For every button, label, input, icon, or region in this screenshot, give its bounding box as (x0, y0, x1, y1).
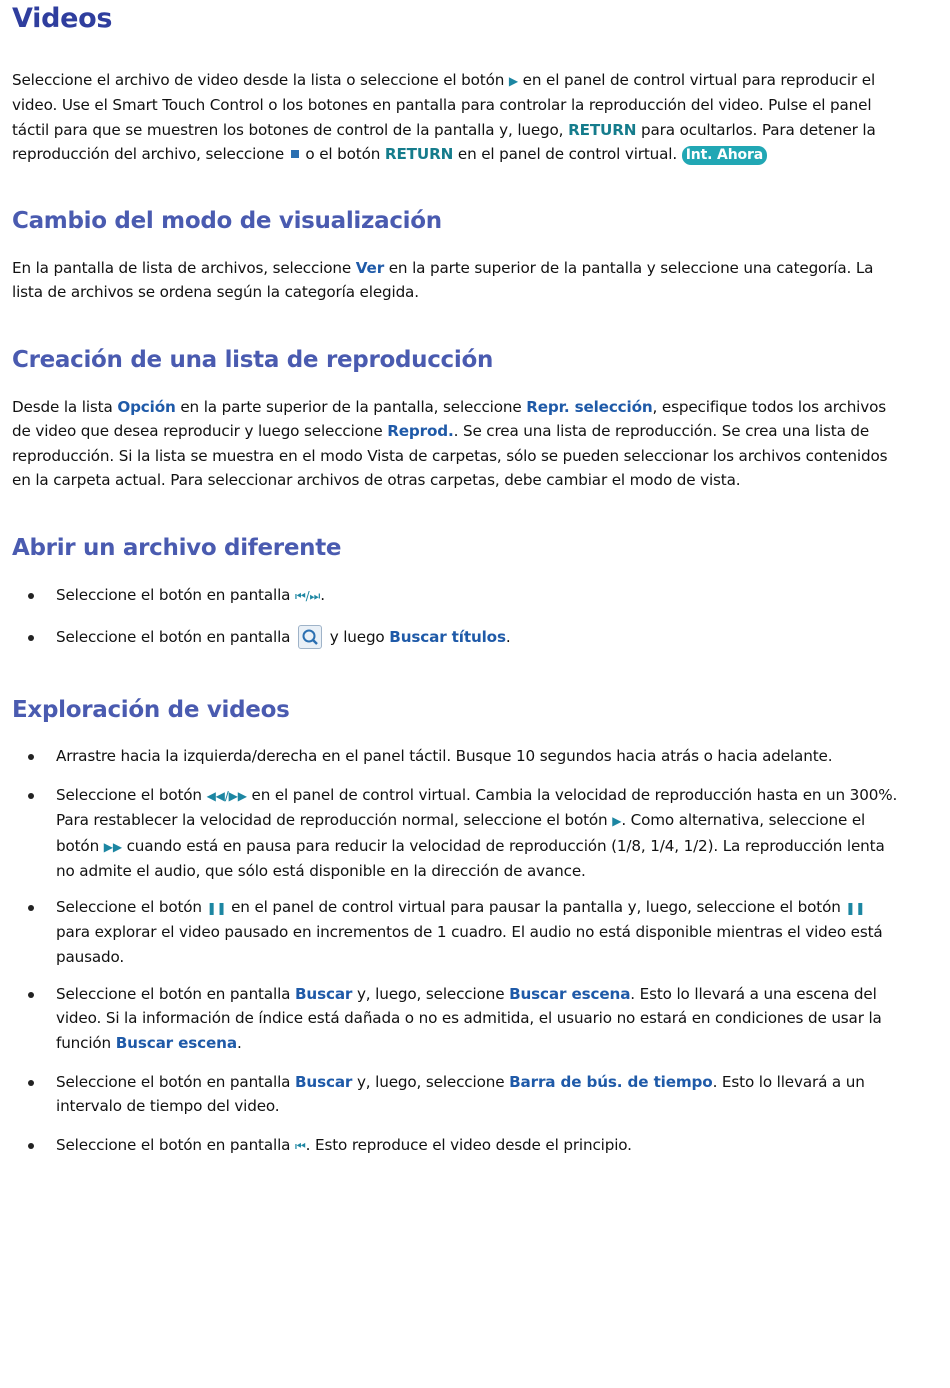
view-mode-text-2: en la parte superior de la pantalla y seleccione una categoría. La lista de archivos se ordena según la categoría elegida. (12, 259, 874, 302)
intro-text-2: en el panel de control virtual para reproducir el video. Use el Smart Touch Control o los botones en pantalla para controlar la reproducción del video. Pulse el panel táctil para que se muestren los botones de control de la pantalla y, luego, (12, 71, 876, 139)
list-item-text: . Esto reproduce el video desde el principio. (305, 1136, 632, 1154)
list-item (12, 783, 898, 883)
playlist-paragraph (12, 395, 900, 492)
buscar-escena-keyword: Buscar escena (115, 1033, 237, 1052)
list-item (12, 583, 898, 608)
return-keyword: RETURN (384, 144, 454, 163)
playlist-text-2: en la parte superior de la pantalla, seleccione (180, 398, 522, 416)
play-icon: ▶ (508, 74, 518, 88)
stop-icon (291, 150, 299, 158)
list-item-text: y luego (329, 628, 385, 646)
list-item-text: . Esto lo llevará a una escena del video. Si la información de índice está dañada o no es admitida, el usuario no estará en condiciones de usar la función (56, 985, 882, 1052)
list-item-text: cuando está en pausa para reducir la velocidad de reproducción (1/8, 1/4, 1/2). La reproducción lenta no admite el audio, que sólo está disponible en la dirección de avance. (56, 836, 885, 880)
list-item-text: . Como alternativa, seleccione el botón (56, 811, 866, 855)
playlist-text-4: . Se crea una lista de reproducción. Se crea una lista de reproducción. Si la lista se muestra en el modo Vista de carpetas, sólo se pueden seleccionar los archivos contenidos en la carpeta actual. Para seleccionar archivos de otras carpetas, debe cambiar el modo de vista. (12, 422, 888, 489)
return-keyword: RETURN (568, 120, 637, 139)
list-item-text: . (320, 586, 325, 604)
list-item-text: Seleccione el botón (56, 898, 202, 916)
buscar-keyword: Buscar (295, 985, 353, 1003)
list-item-text: y, luego, seleccione (356, 985, 505, 1003)
reprod-keyword: Reprod. (387, 422, 454, 441)
list-item-text: para explorar el video pausado en incrementos de 1 cuadro. El audio no está disponible mientras el video está pausado. (56, 923, 883, 966)
pause-icon: ❚❚ (845, 901, 866, 915)
section-heading-playlist: Creación de una lista de reproducción (12, 347, 494, 373)
repr-seleccion-keyword: Repr. selección (526, 398, 653, 416)
list-item-text: Seleccione el botón (56, 786, 202, 804)
intro-paragraph (12, 68, 900, 166)
fast-forward-icon: ▶▶ (103, 839, 122, 854)
ver-keyword: Ver (355, 259, 385, 277)
list-item-text: y, luego, seleccione (356, 1073, 505, 1091)
skip-prev-next-icon: ⏮/⏭ (295, 589, 321, 603)
page-title: Videos (12, 3, 113, 34)
rewind-ff-icon: ◀◀/▶▶ (206, 789, 247, 803)
list-item-text: en el panel de control virtual. Cambia la velocidad de reproducción hasta en un 300%. Para restablecer la velocidad de reproducción normal, seleccione el botón (56, 786, 898, 830)
bullet-dot (28, 1080, 34, 1086)
skip-prev-icon: ⏮ (295, 1139, 306, 1153)
playlist-text-1: Desde la lista (12, 398, 113, 416)
list-item-text: Seleccione el botón en pantalla (56, 586, 291, 604)
bullet-dot (28, 1143, 34, 1149)
list-item-text: Seleccione el botón en pantalla (56, 628, 291, 646)
pause-icon: ❚❚ (206, 901, 227, 915)
section-heading-view-mode: Cambio del modo de visualización (12, 208, 442, 234)
intro-text-5: en el panel de control virtual. (457, 144, 678, 163)
bullet-dot (28, 793, 34, 799)
intro-text-3: para ocultarlos. Para detener la reproducción del archivo, seleccione (12, 120, 876, 163)
section-heading-explore: Exploración de videos (12, 697, 290, 723)
list-item (12, 1133, 898, 1158)
list-item (12, 1070, 898, 1119)
list-item-text: . (505, 628, 511, 646)
list-item (12, 895, 898, 969)
view-mode-paragraph (12, 256, 900, 305)
play-icon: ▶ (612, 814, 622, 829)
intro-text-1: Seleccione el archivo de video desde la lista o seleccione el botón (12, 71, 505, 89)
buscar-escena-keyword: Buscar escena (509, 985, 631, 1003)
buscar-keyword: Buscar (295, 1073, 353, 1091)
view-mode-text-1: En la pantalla de lista de archivos, seleccione (12, 259, 352, 277)
list-item-text: . Esto lo llevará a un intervalo de tiempo del video. (56, 1073, 865, 1116)
list-item (12, 744, 898, 768)
bullet-dot (28, 635, 34, 641)
list-item-text: Seleccione el botón en pantalla (56, 1073, 291, 1091)
list-item-text: en el panel de control virtual para pausar la pantalla y, luego, seleccione el botón (231, 898, 841, 916)
list-item-text: . (236, 1033, 242, 1052)
try-now-button[interactable]: Int. Ahora (682, 146, 767, 165)
bullet-dot (28, 992, 34, 998)
bullet-dot (28, 593, 34, 599)
list-item (12, 982, 898, 1055)
bullet-dot (28, 754, 34, 760)
list-item (12, 625, 898, 649)
buscar-titulos-keyword: Buscar títulos (389, 628, 506, 646)
search-titles-icon (298, 625, 322, 649)
opcion-keyword: Opción (117, 398, 176, 416)
intro-text-4: o el botón (305, 144, 381, 163)
list-item-text: Seleccione el botón en pantalla (56, 1136, 291, 1154)
section-heading-open-other: Abrir un archivo diferente (12, 535, 342, 561)
playlist-text-3: , especifique todos los archivos de video que desea reproducir y luego seleccione (12, 398, 886, 441)
barra-busqueda-tiempo-keyword: Barra de bús. de tiempo (509, 1073, 713, 1091)
list-item-text: Arrastre hacia la izquierda/derecha en el panel táctil. Busque 10 segundos hacia atrás o hacia adelante. (56, 747, 833, 765)
bullet-dot (28, 905, 34, 911)
list-item-text: Seleccione el botón en pantalla (56, 985, 291, 1003)
